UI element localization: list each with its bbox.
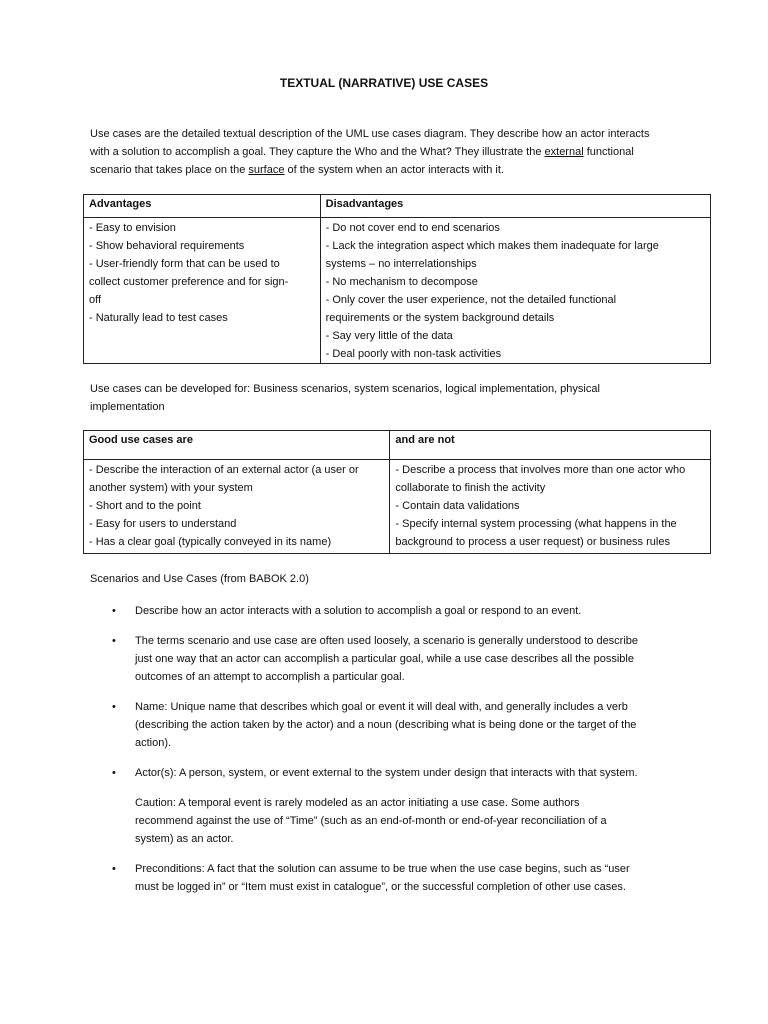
list-item: - Naturally lead to test cases xyxy=(89,312,228,324)
scenarios-list xyxy=(90,602,690,908)
list-item: - No mechanism to decompose xyxy=(325,276,478,288)
list-item: - Specify internal system processing (what happens in the xyxy=(395,518,677,530)
bullet-icon: • xyxy=(112,701,116,713)
bullet-line: Name: Unique name that describes which goal or event it will deal with, and generally includes a verb xyxy=(135,701,628,713)
intro-line xyxy=(90,161,690,179)
list-item: - Deal poorly with non-task activities xyxy=(325,348,502,360)
intro-text: functional xyxy=(583,146,634,158)
intro-text: with a solution to accomplish a goal. They capture the Who and the What? They illustrate the xyxy=(90,146,545,158)
list-item: - Only cover the user experience, not the detailed functional xyxy=(325,294,617,306)
list-item xyxy=(90,602,690,620)
disadvantages-cell xyxy=(320,218,710,364)
bullet-icon: • xyxy=(112,605,116,617)
list-item: - Easy to envision xyxy=(89,222,176,234)
list-item: - Short and to the point xyxy=(89,500,201,512)
list-item: collaborate to finish the activity xyxy=(395,482,546,494)
not-cell xyxy=(390,460,711,554)
intro-line xyxy=(90,143,690,161)
table-header-row xyxy=(84,195,711,218)
advantages-table xyxy=(83,194,711,364)
table-header-row xyxy=(84,431,711,460)
page-title: TEXTUAL (NARRATIVE) USE CASES xyxy=(279,76,489,90)
good-cell xyxy=(84,460,390,554)
list-item: - Say very little of the data xyxy=(325,330,453,342)
list-item: - Show behavioral requirements xyxy=(89,240,245,252)
scenarios-heading: Scenarios and Use Cases (from BABOK 2.0) xyxy=(90,573,309,585)
intro-paragraph xyxy=(90,125,690,179)
table-row xyxy=(84,218,711,364)
intro-text: Use cases are the detailed textual description of the UML use cases diagram. They describe how an actor interacts xyxy=(90,128,650,140)
header-disadvantages: Disadvantages xyxy=(320,195,710,218)
list-item: - Has a clear goal (typically conveyed in its name) xyxy=(89,536,332,548)
bullet-line: outcomes of an attempt to accomplish a particular goal. xyxy=(135,671,405,683)
caution-line: recommend against the use of “Time” (such as an end-of-month or end-of-year reconciliation of a xyxy=(135,815,607,827)
list-item: - Do not cover end to end scenarios xyxy=(325,222,500,234)
table-row xyxy=(84,460,711,554)
paragraph-line: Use cases can be developed for: Business scenarios, system scenarios, logical implementation, physical xyxy=(90,383,600,395)
list-item: - Lack the integration aspect which makes them inadequate for large xyxy=(325,240,659,252)
caution-line: Caution: A temporal event is rarely modeled as an actor initiating a use case. Some authors xyxy=(135,797,580,809)
list-item: background to process a user request) or business rules xyxy=(395,536,670,548)
bullet-icon: • xyxy=(112,635,116,647)
bullet-line: Preconditions: A fact that the solution can assume to be true when the use case begins, such as “user xyxy=(135,863,630,875)
advantages-cell xyxy=(84,218,321,364)
list-item: systems – no interrelationships xyxy=(325,258,477,270)
underlined-word-surface: surface xyxy=(248,164,285,176)
list-item: - Describe the interaction of an external actor (a user or xyxy=(89,464,359,476)
list-item xyxy=(90,698,690,752)
bullet-icon: • xyxy=(112,863,116,875)
caution-note xyxy=(90,794,690,848)
bullet-line: action). xyxy=(135,737,172,749)
list-item: off xyxy=(89,294,102,306)
underlined-word-external: external xyxy=(544,146,584,158)
list-item: - Describe a process that involves more than one actor who xyxy=(395,464,686,476)
list-item xyxy=(90,632,690,686)
list-item xyxy=(90,860,690,896)
bullet-line: Actor(s): A person, system, or event external to the system under design that interacts with that system. xyxy=(135,767,638,779)
bullet-line: Describe how an actor interacts with a solution to accomplish a goal or respond to an event. xyxy=(135,605,582,617)
list-item: - User-friendly form that can be used to xyxy=(89,258,280,270)
list-item: requirements or the system background details xyxy=(325,312,555,324)
intro-line xyxy=(90,125,690,143)
list-item: - Easy for users to understand xyxy=(89,518,237,530)
caution-line: system) as an actor. xyxy=(135,833,234,845)
bullet-line: just one way that an actor can accomplish a particular goal, while a use case describes all the possible xyxy=(135,653,634,665)
list-item: another system) with your system xyxy=(89,482,253,494)
bullet-line: The terms scenario and use case are often used loosely, a scenario is generally understood to describe xyxy=(135,635,639,647)
list-item: - Contain data validations xyxy=(395,500,520,512)
bullet-line: (describing the action taken by the actor) and a noun (describing what is being done or the target of the xyxy=(135,719,637,731)
header-advantages: Advantages xyxy=(84,195,321,218)
paragraph-line: implementation xyxy=(90,401,165,413)
intro-text: scenario that takes place on the xyxy=(90,164,249,176)
header-and-are-not: and are not xyxy=(390,431,711,460)
good-use-cases-table xyxy=(83,430,711,554)
intro-text: of the system when an actor interacts with it. xyxy=(284,164,504,176)
header-good-use-cases: Good use cases are xyxy=(84,431,390,460)
list-item xyxy=(90,764,690,782)
bullet-line: must be logged in” or “Item must exist in catalogue”, or the successful completion of other use cases. xyxy=(135,881,626,893)
list-item: collect customer preference and for sign- xyxy=(89,276,289,288)
bullet-icon: • xyxy=(112,767,116,779)
development-paragraph xyxy=(90,380,690,416)
